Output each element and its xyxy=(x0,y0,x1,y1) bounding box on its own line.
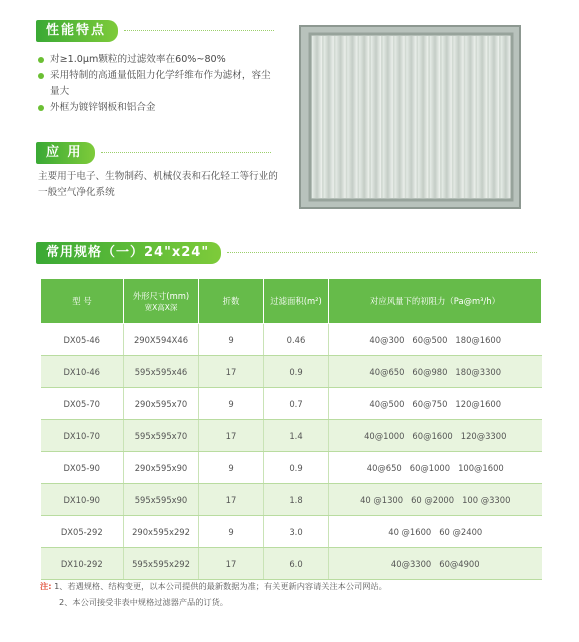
cell-model: DX05-70 xyxy=(41,388,124,420)
table-row xyxy=(41,548,542,580)
notes xyxy=(40,578,387,610)
cell-resistance: 40@300 60@500 180@1600 xyxy=(329,324,542,356)
cell-resistance: 40 @1300 60 @2000 100 @3300 xyxy=(329,484,542,516)
filter-pleat xyxy=(418,36,428,198)
filter-pleat xyxy=(371,36,381,198)
feature-item: 外框为镀锌钢板和铝合金 xyxy=(38,100,278,116)
cell-resistance: 40 @1600 60 @2400 xyxy=(329,516,542,548)
cell-resistance: 40@3300 60@4900 xyxy=(329,548,542,580)
filter-pleat xyxy=(477,36,487,198)
cell-area: 0.9 xyxy=(264,356,329,388)
note-item: 2、本公司接受非表中规格过滤器产品的订货。 xyxy=(59,597,228,607)
panel-filter-image xyxy=(298,24,522,210)
filter-pleat xyxy=(501,36,511,198)
feature-item: 对≥1.0μm颗粒的过滤效率在60%~80% xyxy=(38,52,278,68)
application-divider xyxy=(101,152,271,154)
cell-resistance: 40@650 60@980 180@3300 xyxy=(329,356,542,388)
filter-pleat xyxy=(430,36,440,198)
cell-model: DX05-292 xyxy=(41,516,124,548)
features-header xyxy=(36,20,274,42)
cell-area: 1.8 xyxy=(264,484,329,516)
col-size: 外形尺寸(mm) 宽X高X深 xyxy=(124,279,199,324)
filter-pleat xyxy=(347,36,357,198)
cell-size: 290x595x70 xyxy=(124,388,199,420)
table-row xyxy=(41,324,542,356)
features-title: 性能特点 xyxy=(36,20,118,42)
cell-model: DX10-90 xyxy=(41,484,124,516)
notes-label: 注: xyxy=(40,581,52,591)
filter-pleat xyxy=(465,36,475,198)
col-area: 过滤面积(m²) xyxy=(264,279,329,324)
application-title: 应 用 xyxy=(36,142,95,164)
cell-pleats: 17 xyxy=(199,548,264,580)
col-model: 型 号 xyxy=(41,279,124,324)
bullet-icon xyxy=(38,57,44,63)
cell-area: 0.46 xyxy=(264,324,329,356)
cell-area: 6.0 xyxy=(264,548,329,580)
application-header xyxy=(36,142,271,164)
note-item: 1、若遇规格、结构变更，以本公司提供的最新数据为准；有关更新内容请关注本公司网站。 xyxy=(54,581,387,591)
filter-pleat xyxy=(312,36,322,198)
col-pleats: 折数 xyxy=(199,279,264,324)
cell-pleats: 17 xyxy=(199,484,264,516)
application-text: 主要用于电子、生物制药、机械仪表和石化轻工等行业的一般空气净化系统 xyxy=(38,171,278,198)
filter-pleat xyxy=(324,36,334,198)
cell-area: 1.4 xyxy=(264,420,329,452)
features-list xyxy=(38,52,278,116)
cell-pleats: 9 xyxy=(199,452,264,484)
specs-divider xyxy=(227,252,537,254)
features-divider xyxy=(124,30,274,32)
table-row xyxy=(41,388,542,420)
filter-pleat xyxy=(489,36,499,198)
spec-table-header-row xyxy=(41,279,542,324)
cell-size: 290X594X46 xyxy=(124,324,199,356)
spec-table xyxy=(40,278,542,580)
cell-model: DX05-46 xyxy=(41,324,124,356)
cell-size: 290x595x292 xyxy=(124,516,199,548)
specs-title: 常用规格（一）24"x24" xyxy=(36,242,221,264)
cell-area: 0.9 xyxy=(264,452,329,484)
cell-pleats: 17 xyxy=(199,356,264,388)
table-row xyxy=(41,356,542,388)
filter-pleat xyxy=(383,36,393,198)
cell-resistance: 40@1000 60@1600 120@3300 xyxy=(329,420,542,452)
bullet-icon xyxy=(38,105,44,111)
table-row xyxy=(41,452,542,484)
bullet-icon xyxy=(38,73,44,79)
cell-size: 595x595x46 xyxy=(124,356,199,388)
cell-pleats: 17 xyxy=(199,420,264,452)
cell-pleats: 9 xyxy=(199,324,264,356)
table-row xyxy=(41,420,542,452)
cell-area: 3.0 xyxy=(264,516,329,548)
col-resistance: 对应风量下的初阻力（Pa@m³/h） xyxy=(329,279,542,324)
table-row xyxy=(41,484,542,516)
cell-model: DX10-46 xyxy=(41,356,124,388)
cell-model: DX10-292 xyxy=(41,548,124,580)
cell-pleats: 9 xyxy=(199,516,264,548)
cell-model: DX10-70 xyxy=(41,420,124,452)
filter-pleat xyxy=(454,36,464,198)
cell-resistance: 40@500 60@750 120@1600 xyxy=(329,388,542,420)
specs-header xyxy=(36,242,537,264)
cell-model: DX05-90 xyxy=(41,452,124,484)
filter-pleat xyxy=(336,36,346,198)
cell-size: 595x595x90 xyxy=(124,484,199,516)
cell-pleats: 9 xyxy=(199,388,264,420)
feature-item: 采用特制的高通量低阻力化学纤维布作为滤材，容尘量大 xyxy=(38,68,278,100)
filter-pleat xyxy=(359,36,369,198)
cell-resistance: 40@650 60@1000 100@1600 xyxy=(329,452,542,484)
cell-size: 595x595x70 xyxy=(124,420,199,452)
cell-area: 0.7 xyxy=(264,388,329,420)
cell-size: 290x595x90 xyxy=(124,452,199,484)
filter-pleat xyxy=(406,36,416,198)
filter-pleat xyxy=(442,36,452,198)
filter-pleat xyxy=(395,36,405,198)
table-row xyxy=(41,516,542,548)
cell-size: 595x595x292 xyxy=(124,548,199,580)
